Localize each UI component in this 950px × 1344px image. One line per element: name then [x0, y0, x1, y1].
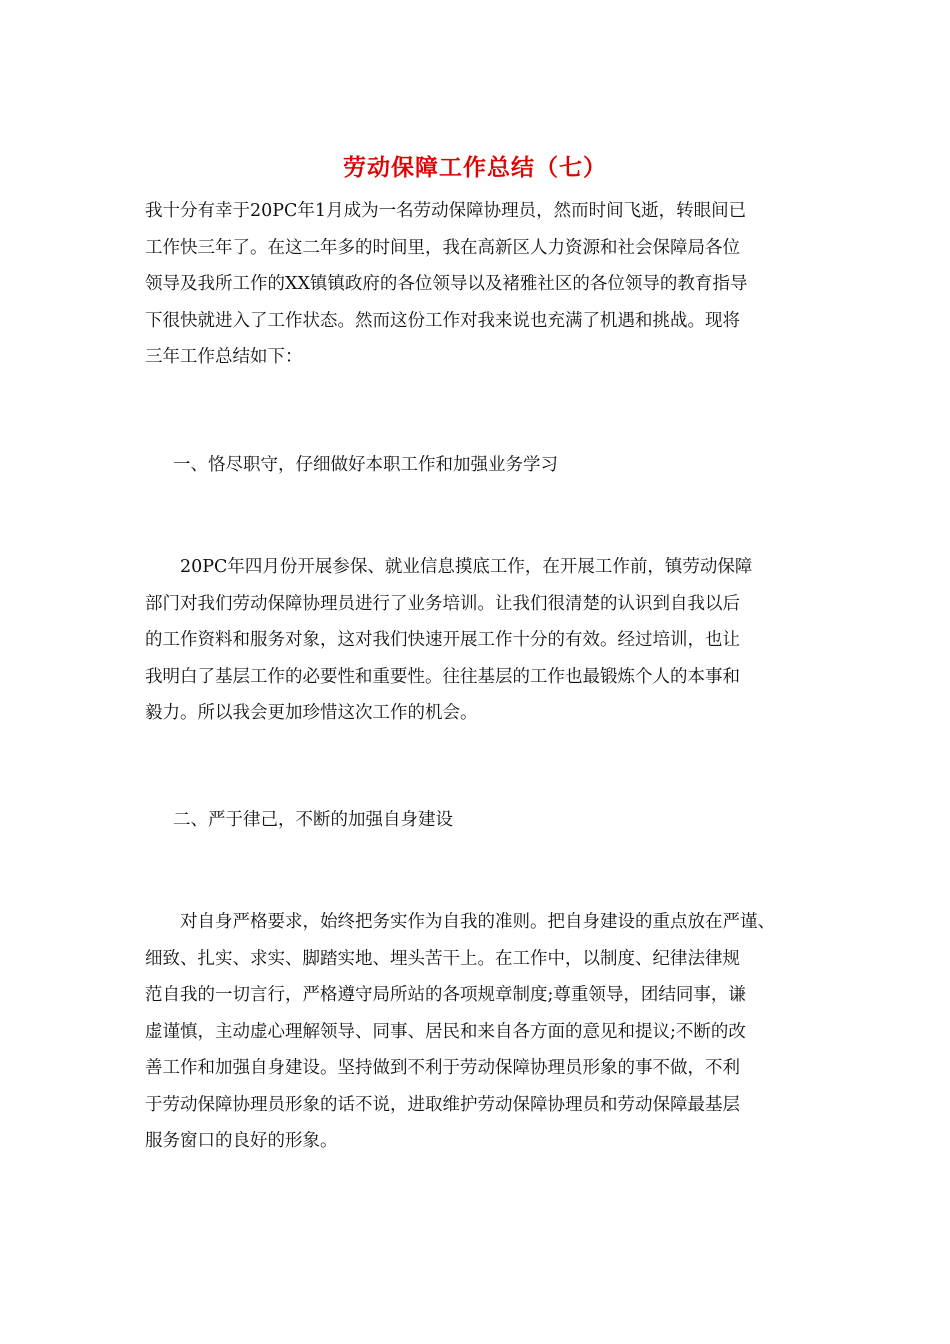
paragraph-line: 三年工作总结如下： — [145, 347, 303, 367]
section-2-paragraph — [145, 904, 810, 1160]
paragraph-line: 部门对我们劳动保障协理员进行了业务培训。让我们很清楚的认识到自我以后 — [145, 593, 740, 614]
intro-paragraph — [145, 193, 810, 376]
paragraph-line: 于劳动保障协理员形象的话不说，进取维护劳动保障协理员和劳动保障最基层 — [145, 1094, 740, 1115]
paragraph-line: 毅力。所以我会更加珍惜这次工作的机会。 — [145, 703, 478, 723]
paragraph-line: 范自我的一切言行，严格遵守局所站的各项规章制度;尊重领导，团结同事，谦 — [145, 985, 746, 1005]
paragraph-line: 工作快三年了。在这二年多的时间里，我在高新区人力资源和社会保障局各位 — [145, 237, 740, 258]
section-2-heading: 二、严于律己，不断的加强自身建设 — [173, 810, 453, 830]
paragraph-line: 的工作资料和服务对象，这对我们快速开展工作十分的有效。经过培训，也让 — [145, 630, 740, 650]
paragraph-line: 虚谨慎，主动虚心理解领导、同事、居民和来自各方面的意见和提议;不断的改 — [145, 1021, 746, 1042]
paragraph-line: 对自身严格要求，始终把务实作为自我的准则。把自身建设的重点放在严谨、 — [145, 912, 775, 932]
section-1-heading: 一、恪尽职守，仔细做好本职工作和加强业务学习 — [173, 455, 558, 475]
paragraph-line: 我十分有幸于20PC年1月成为一名劳动保障协理员，然而时间飞逝，转眼间已 — [145, 201, 747, 221]
section-1-paragraph — [145, 549, 810, 732]
document-title: 劳动保障工作总结（七） — [343, 154, 607, 181]
paragraph-line: 20PC年四月份开展参保、就业信息摸底工作，在开展工作前，镇劳动保障 — [145, 557, 753, 577]
paragraph-line: 细致、扎实、求实、脚踏实地、埋头苦干上。在工作中，以制度、纪律法律规 — [145, 948, 740, 969]
paragraph-line: 服务窗口的良好的形象。 — [145, 1131, 338, 1151]
paragraph-line: 善工作和加强自身建设。坚持做到不利于劳动保障协理员形象的事不做，不利 — [145, 1058, 740, 1078]
paragraph-line: 领导及我所工作的XX镇镇政府的各位领导以及褚雅社区的各位领导的教育指导 — [145, 274, 748, 294]
paragraph-line: 下很快就进入了工作状态。然而这份工作对我来说也充满了机遇和挑战。现将 — [145, 310, 740, 331]
paragraph-line: 我明白了基层工作的必要性和重要性。往往基层的工作也最锻炼个人的本事和 — [145, 666, 740, 687]
